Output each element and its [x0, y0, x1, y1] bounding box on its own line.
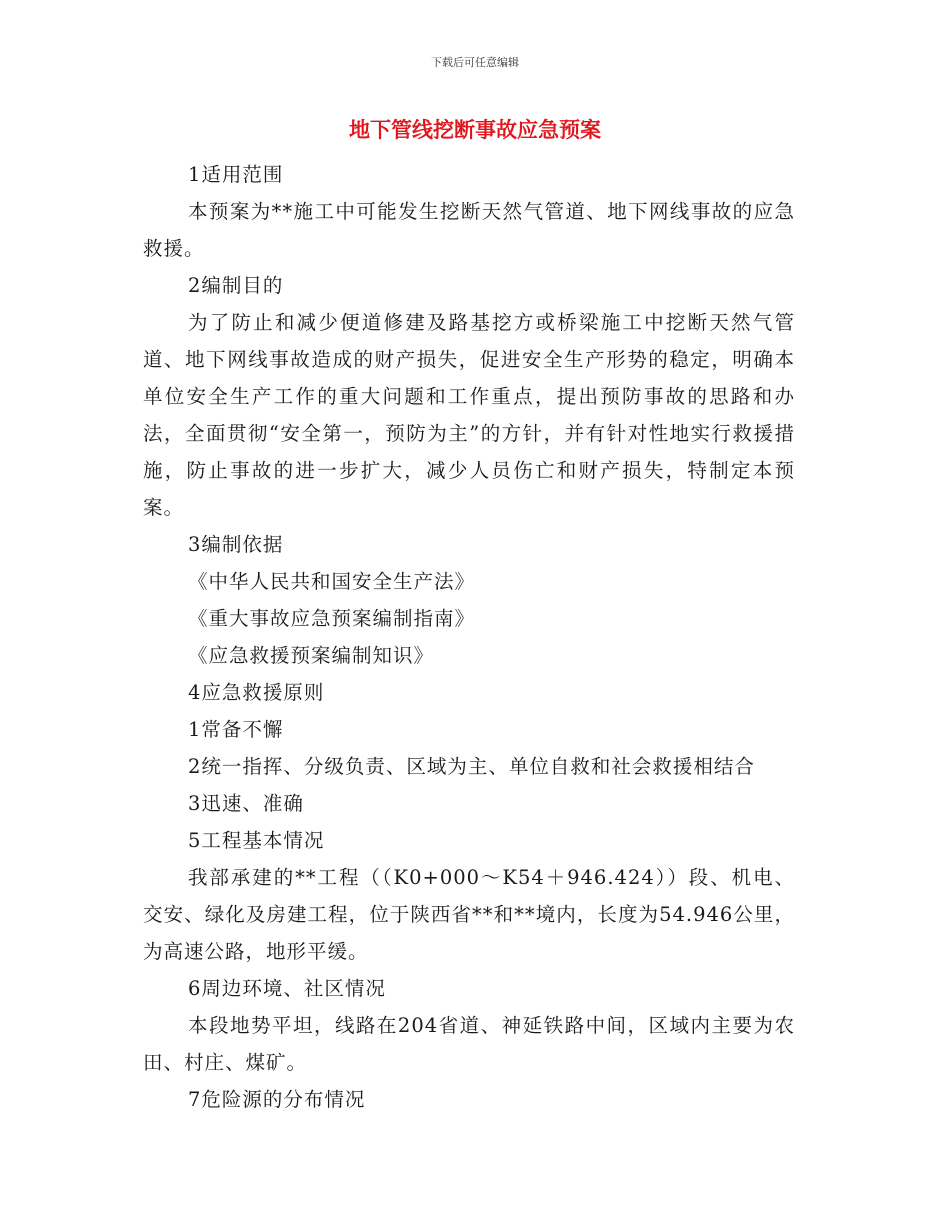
section-heading-purpose: 2编制目的: [188, 274, 284, 297]
paragraph-purpose: 为了防止和减少便道修建及路基挖方或桥梁施工中挖断天然气管道、地下网线事故造成的财产损失，促进安全生产形势的稳定，明确本单位安全生产工作的重大问题和工作重点，提出预防事故的思路和办法，全面贯彻“安全第一，预防为主”的方针，并有针对性地实行救援措施，防止事故的进一步扩大，减少人员伤亡和财产损失，特制定本预案。: [143, 311, 795, 519]
principle-item-2: 2统一指挥、分级负责、区域为主、单位自救和社会救援相结合: [188, 755, 755, 778]
paragraph-scope: 本预案为**施工中可能发生挖断天然气管道、地下网线事故的应急救援。: [143, 200, 795, 260]
section-heading-project: 5工程基本情况: [188, 829, 325, 852]
section-heading-scope: 1适用范围: [188, 163, 284, 186]
principle-item-3: 3迅速、准确: [188, 792, 304, 815]
document-title: 地下管线挖断事故应急预案: [349, 118, 601, 142]
page-header-note: 下载后可任意编辑: [431, 56, 519, 69]
section-heading-principles: 4应急救援原则: [188, 681, 325, 704]
principle-item-1: 1常备不懈: [188, 718, 284, 741]
paragraph-environment: 本段地势平坦，线路在204省道、神延铁路中间，区域内主要为农田、村庄、煤矿。: [143, 1014, 795, 1074]
basis-item-knowledge: 《应急救援预案编制知识》: [188, 644, 435, 667]
document-body: [143, 156, 795, 1118]
section-heading-environment: 6周边环境、社区情况: [188, 977, 386, 1000]
basis-item-guide: 《重大事故应急预案编制指南》: [188, 607, 476, 630]
paragraph-project: 我部承建的**工程（（K0+000～K54＋946.424））段、机电、交安、绿化及房建工程，位于陕西省**和**境内，长度为54.946公里，为高速公路，地形平缓。: [143, 866, 795, 963]
section-heading-basis: 3编制依据: [188, 533, 284, 556]
section-heading-hazards: 7危险源的分布情况: [188, 1088, 366, 1111]
basis-item-safety-law: 《中华人民共和国安全生产法》: [188, 570, 476, 593]
